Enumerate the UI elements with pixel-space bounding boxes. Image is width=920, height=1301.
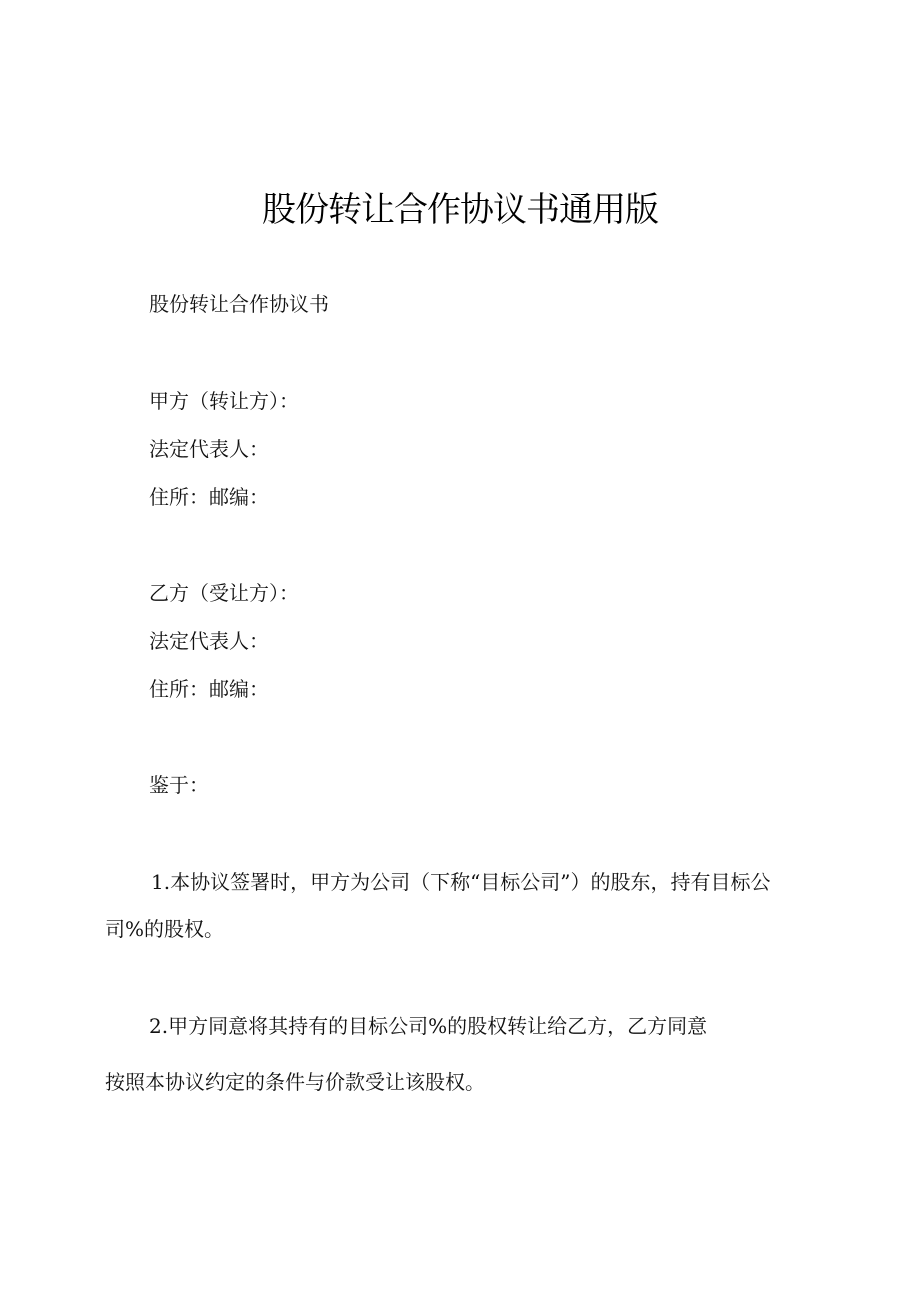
clause-2-line-1: 2.甲方同意将其持有的目标公司%的股权转让给乙方，乙方同意: [149, 1014, 708, 1038]
party-b-address: 住所：邮编：: [149, 677, 269, 701]
party-a-representative: 法定代表人：: [149, 437, 269, 461]
party-a-heading: 甲方（转让方）：: [149, 389, 299, 413]
party-a-address: 住所：邮编：: [149, 485, 269, 509]
clause-1-line-2: 司%的股权。: [105, 917, 225, 941]
document-subtitle: 股份转让合作协议书: [149, 292, 329, 316]
clause-1-line-1: 1.本协议签署时，甲方为公司（下称“目标公司”）的股东，持有目标公: [151, 870, 771, 894]
document-title: 股份转让合作协议书通用版: [262, 190, 658, 230]
clause-2-line-2: 按照本协议约定的条件与价款受让该股权。: [105, 1070, 485, 1094]
party-b-representative: 法定代表人：: [149, 629, 269, 653]
party-b-heading: 乙方（受让方）：: [149, 581, 299, 605]
whereas-heading: 鉴于：: [149, 773, 209, 797]
